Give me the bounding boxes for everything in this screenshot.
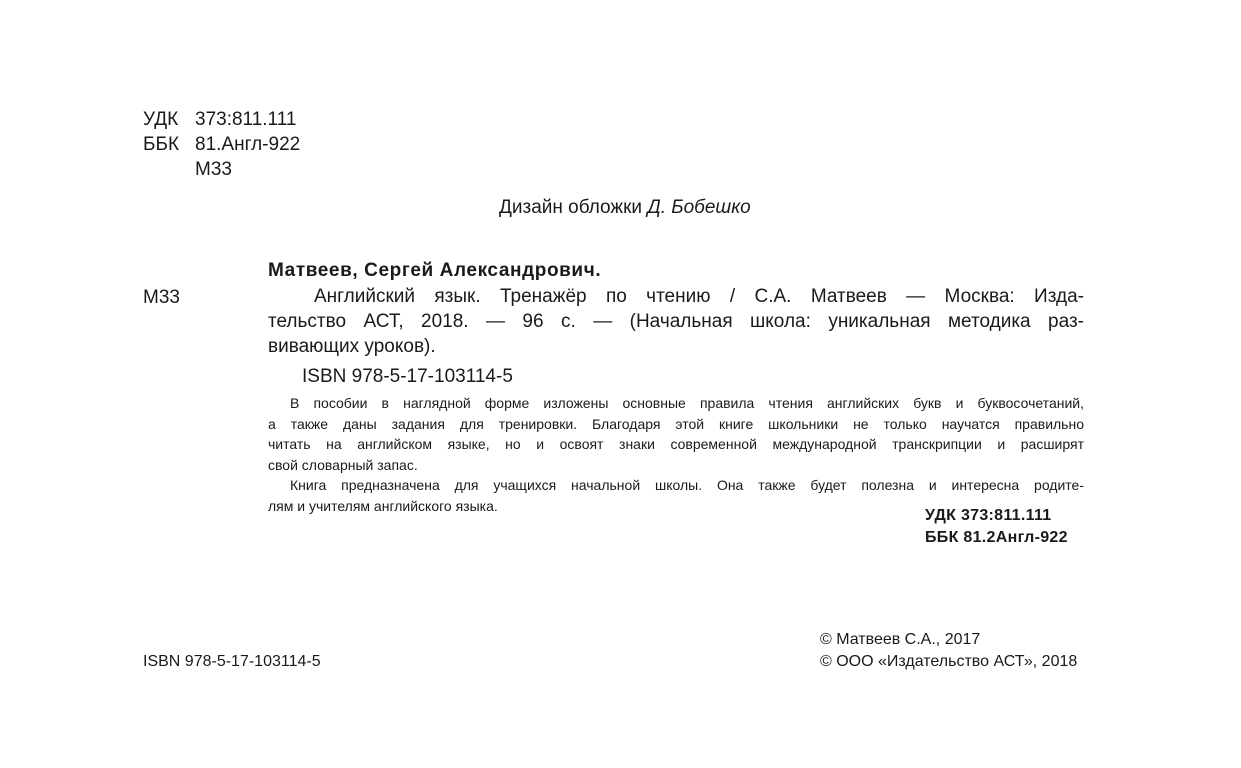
annotation-line: лям и учителям английского языка. xyxy=(268,497,498,514)
bibliographic-description xyxy=(268,284,1084,359)
udk-top xyxy=(143,107,296,132)
copyright-publisher: © ООО «Издательство АСТ», 2018 xyxy=(820,653,1078,670)
description-line: тельство АСТ, 2018. — 96 с. — (Начальная школа: уникальная методика раз- xyxy=(268,311,1084,332)
bbk-value: 81.Англ-922 xyxy=(195,134,301,155)
udk-right: УДК 373:811.111 xyxy=(925,507,1052,524)
bbk-right: ББК 81.2Англ-922 xyxy=(925,529,1068,546)
udk-value: 373:811.111 xyxy=(195,109,297,130)
annotation-line: Книга предназначена для учащихся начальной школы. Она также будет полезна и интересна родите- xyxy=(290,477,1084,493)
isbn-main: ISBN 978-5-17-103114-5 xyxy=(302,366,513,387)
cover-design-label: Дизайн обложки xyxy=(499,197,643,218)
cover-design-credit xyxy=(499,197,751,219)
annotation-line: В пособии в наглядной форме изложены основные правила чтения английских букв и буквосочетаний, xyxy=(290,395,1084,411)
bbk-label: ББК xyxy=(143,134,180,155)
annotation-line: свой словарный запас. xyxy=(268,456,418,473)
annotation xyxy=(268,393,1084,516)
description-line: Английский язык. Тренажёр по чтению / С.А. Матвеев — Москва: Изда- xyxy=(314,286,1084,307)
description-line: вивающих уроков). xyxy=(268,336,436,357)
cover-design-name: Д. Бобешко xyxy=(647,197,751,218)
annotation-line: читать на английском языке, но и освоят знаки современной международной транскрипции и расширят xyxy=(268,436,1084,452)
author-mark-top: М33 xyxy=(195,159,232,180)
annotation-line: а также даны задания для тренировки. Благодаря этой книге школьники не только научатся правильно xyxy=(268,415,1084,432)
copyright-author: © Матвеев С.А., 2017 xyxy=(820,631,981,648)
author-heading: Матвеев, Сергей Александрович. xyxy=(268,260,602,281)
bbk-top xyxy=(143,132,300,157)
udk-label: УДК xyxy=(143,109,179,130)
isbn-bottom: ISBN 978-5-17-103114-5 xyxy=(143,653,321,670)
author-mark-left: М33 xyxy=(143,287,180,308)
